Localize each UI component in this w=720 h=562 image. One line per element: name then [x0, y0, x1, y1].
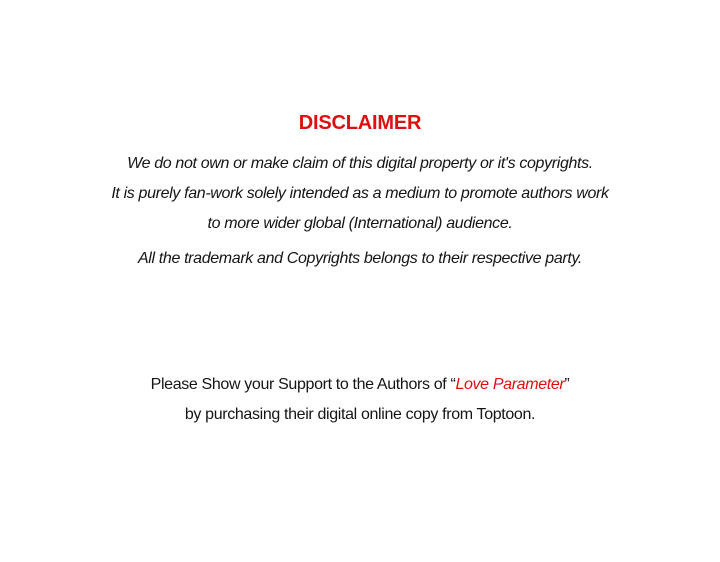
support-line-1-suffix: ”	[564, 376, 570, 393]
disclaimer-line-1: We do not own or make claim of this digital property or it's copyrights.	[127, 155, 593, 172]
disclaimer-paragraph-2: All the trademark and Copyrights belongs to their respective party.	[137, 250, 583, 267]
support-line-1-prefix: Please Show your Support to the Authors of “	[150, 376, 456, 393]
disclaimer-paragraph-1	[0, 149, 720, 239]
disclaimer-line-3: to more wider global (International) audience.	[207, 215, 513, 232]
disclaimer-line-2: It is purely fan-work solely intended as a medium to promote authors work	[111, 185, 609, 202]
support-paragraph	[0, 370, 720, 430]
support-line-2: by purchasing their digital online copy from Toptoon.	[184, 406, 536, 423]
support-title-love-parameter: Love Parameter	[455, 376, 565, 393]
support-line-1	[0, 370, 720, 400]
disclaimer-title: DISCLAIMER	[298, 112, 422, 134]
